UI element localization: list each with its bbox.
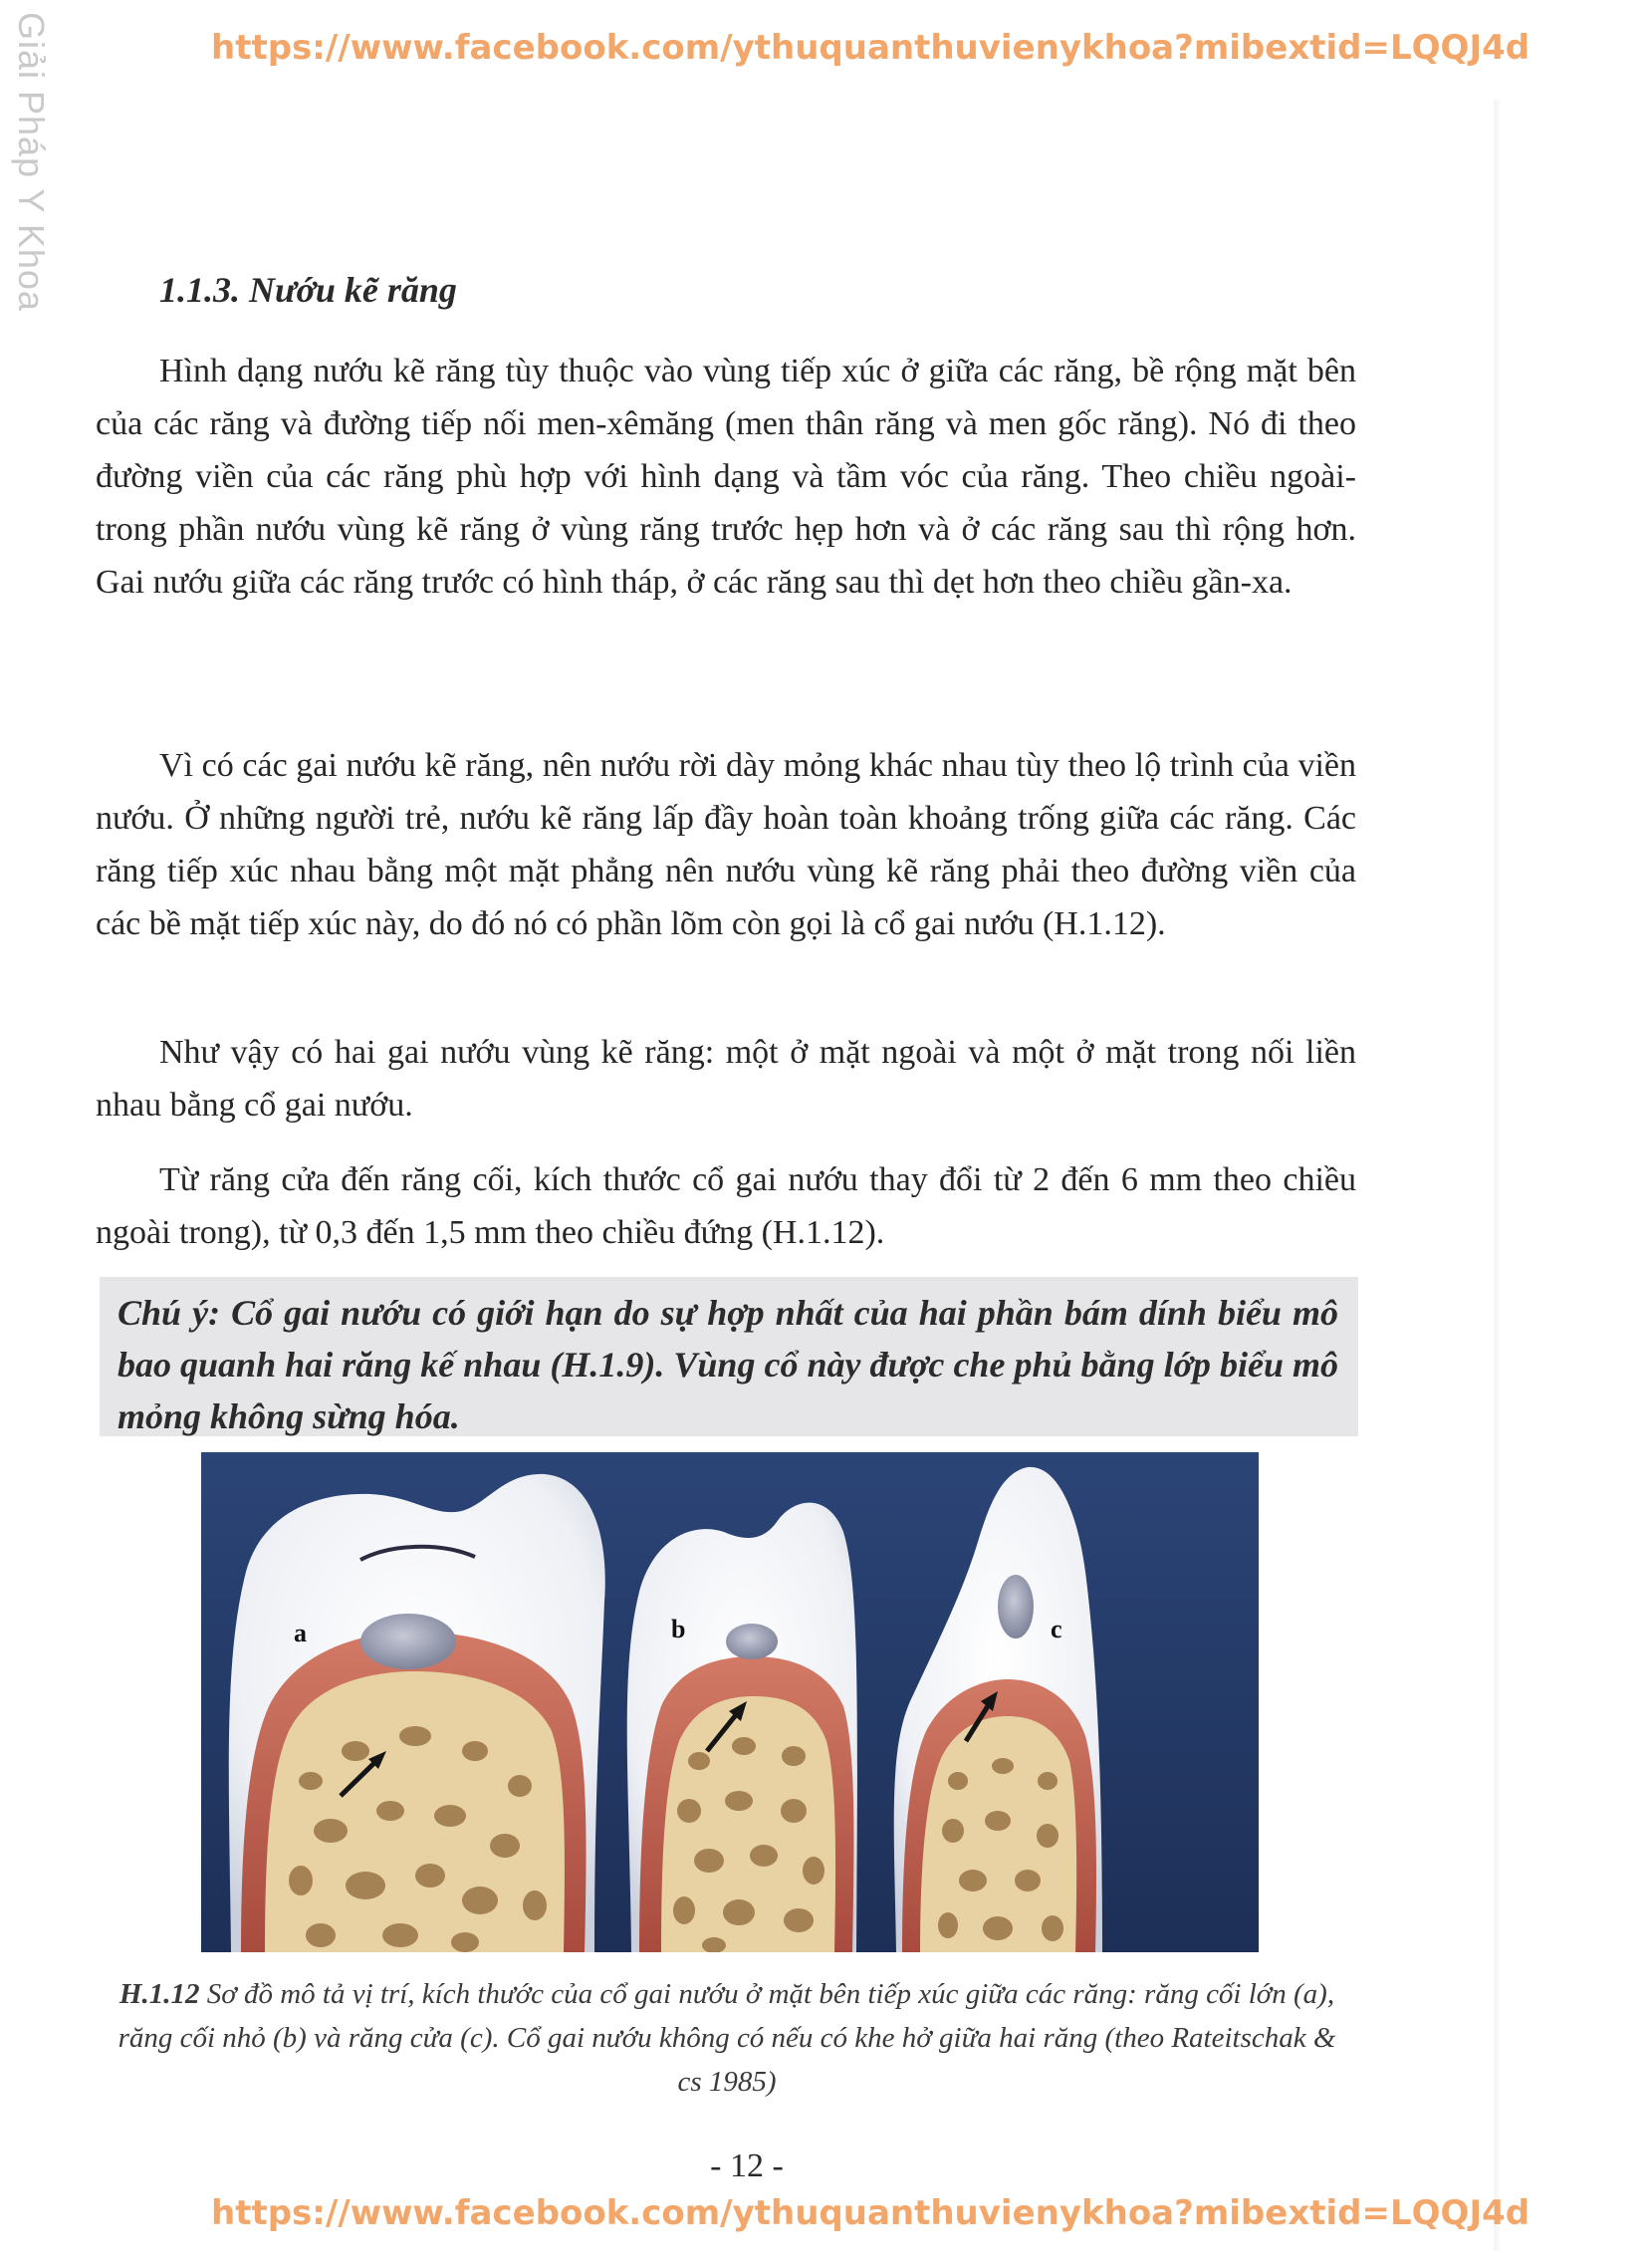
watermark-text: Giải Pháp Y Khoa: [11, 12, 52, 312]
side-watermark: [11, 12, 82, 331]
paragraph-3: Như vậy có hai gai nướu vùng kẽ răng: một ở mặt ngoài và một ở mặt trong nối liền nhau bằng cổ gai nướu.: [96, 1034, 1356, 1124]
molar-large-a: [229, 1474, 605, 1952]
caption-text: Sơ đồ mô tả vị trí, kích thước của cổ gai nướu ở mặt bên tiếp xúc giữa các răng: răng cối lớn (a), răng cối nhỏ (b) và răng cửa (c). Cổ gai nướu không có nếu có khe hở giữa hai răng (theo Rateitschak & cs 1985): [118, 1978, 1336, 2098]
molar-small-b: [627, 1503, 857, 1952]
tooth-diagram-figure: [201, 1452, 1259, 1952]
section-heading: 1.1.3. Nướu kẽ răng: [159, 270, 457, 310]
page-number: - 12 -: [710, 2147, 784, 2184]
note-label: Chú ý:: [118, 1293, 221, 1333]
paragraph-4: Từ răng cửa đến răng cối, kích thước cổ gai nướu thay đổi từ 2 đến 6 mm theo chiều ngoài trong), từ 0,3 đến 1,5 mm theo chiều đứng (H.1.12).: [96, 1161, 1356, 1251]
facebook-link-bottom[interactable]: https://www.facebook.com/ythuquanthuvienykhoa?mibextid=LQQJ4d: [211, 2193, 1530, 2233]
label-c: c: [1051, 1615, 1062, 1643]
paragraph-1: Hình dạng nướu kẽ răng tùy thuộc vào vùng tiếp xúc ở giữa các răng, bề rộng mặt bên của các răng và đường tiếp nối men-xêmăng (men thân răng và men gốc răng). Nó đi theo đường viền của các răng phù hợp với hình dạng và tầm vóc của răng. Theo chiều ngoài-trong phần nướu vùng kẽ răng ở vùng răng trước hẹp hơn và ở các răng sau thì rộng hơn. Gai nướu giữa các răng trước có hình tháp, ở các răng sau thì dẹt hơn theo chiều gần-xa.: [96, 353, 1356, 601]
note-box: [100, 1277, 1358, 1436]
facebook-link-top[interactable]: https://www.facebook.com/ythuquanthuvienykhoa?mibextid=LQQJ4d: [211, 28, 1530, 68]
figure-caption: [110, 1972, 1344, 2104]
label-b: b: [671, 1615, 686, 1643]
note-text: Cổ gai nướu có giới hạn do sự hợp nhất của hai phần bám dính biểu mô bao quanh hai răng kế nhau (H.1.9). Vùng cổ này được che phủ bằng lớp biểu mô mỏng không sừng hóa.: [118, 1293, 1338, 1436]
paragraph-2: Vì có các gai nướu kẽ răng, nên nướu rời dày mỏng khác nhau tùy theo lộ trình của viền nướu. Ở những người trẻ, nướu kẽ răng lấp đầy hoàn toàn khoảng trống giữa các răng. Các răng tiếp xúc nhau bằng một mặt phẳng nên nướu vùng kẽ răng phải theo đường viền của các bề mặt tiếp xúc này, do đó nó có phần lõm còn gọi là cổ gai nướu (H.1.12).: [96, 747, 1356, 942]
caption-id: H.1.12: [118, 1978, 200, 2010]
page-edge: [1494, 100, 1500, 2251]
label-a: a: [294, 1619, 307, 1647]
